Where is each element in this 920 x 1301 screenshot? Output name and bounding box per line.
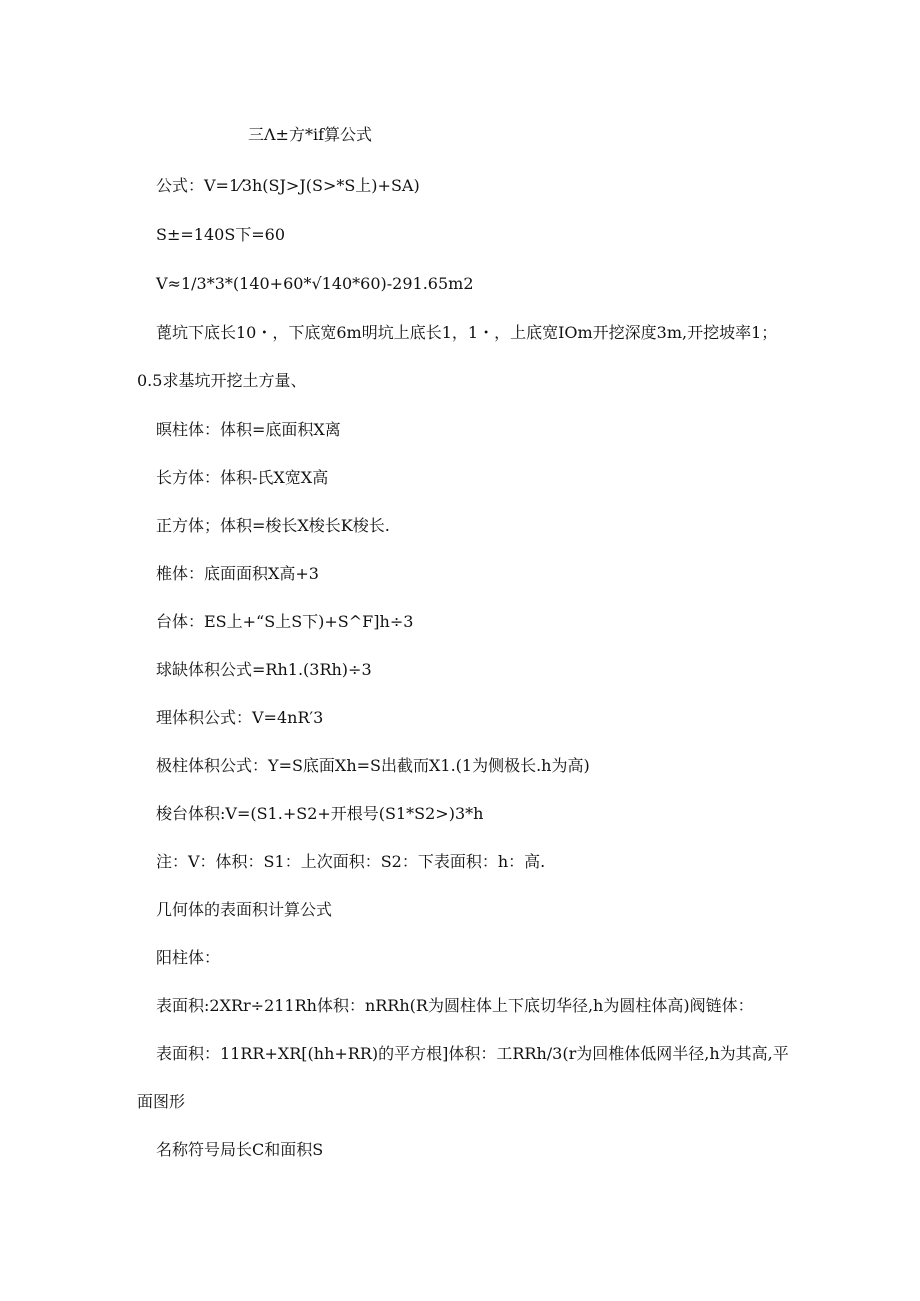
cone-volume: 椎体：底面面积X高+3 xyxy=(156,564,319,583)
cuboid-volume: 长方体：体积-氏X宽X高 xyxy=(156,468,329,487)
frustum-volume: 台体：ES上+“S上S下)+S^F]h÷3 xyxy=(156,612,414,631)
cone-surface-area: 表面积：11RR+XR[(hh+RR)的平方根]体积：工RRh/3(r为回椎体低网半径,h为其高,平 xyxy=(156,1044,789,1063)
document-title: 三Λ±方*if算公式 xyxy=(248,125,373,144)
cylinder-surface-area: 表面积:2XRr÷211Rh体积：nRRh(R为圆柱体上下底切华径,h为圆柱体高)阀链体： xyxy=(156,996,754,1015)
pit-problem-continuation: 0.5求基坑开挖土方量、 xyxy=(137,371,307,390)
area-values: S±=140S下=60 xyxy=(156,225,286,244)
pit-problem-statement: 蓖坑下底长10・，下底宽6m明坑上底长1，1・，上底宽IOm开挖深度3m,开挖坡率1； xyxy=(156,323,778,342)
volume-calculation: V≈1/3*3*(140+60*√140*60)-291.65m2 xyxy=(156,274,474,293)
cube-volume: 正方体；体积=梭长X梭长K梭长. xyxy=(156,516,390,535)
cylinder-heading: 阳柱体： xyxy=(156,948,221,967)
plane-figures-heading: 面图形 xyxy=(137,1092,186,1111)
perimeter-area-heading: 名称符号局长C和面积S xyxy=(156,1140,324,1159)
surface-area-heading: 几何体的表面积计算公式 xyxy=(156,900,333,919)
cylinder-volume: 暝柱体：体积=底面积X离 xyxy=(156,420,341,439)
prism-volume: 极柱体积公式：Y=S底面Xh=S出截而X1.(1为侧极长.h为高) xyxy=(156,756,590,775)
formula-note: 注：V：体积：S1：上次面积：S2：下表面积：h：高. xyxy=(156,852,546,871)
sphere-volume: 理体积公式：V=4nR′3 xyxy=(156,708,324,727)
prismatoid-volume: 梭台体积:V=(S1.+S2+开根号(S1*S2>)3*h xyxy=(156,804,484,823)
formula-frustum: 公式：V=1⁄3h(SJ>J(S>*S上)+SA) xyxy=(156,176,420,195)
spherical-cap-volume: 球缺体积公式=Rh1.(3Rh)÷3 xyxy=(156,660,372,679)
